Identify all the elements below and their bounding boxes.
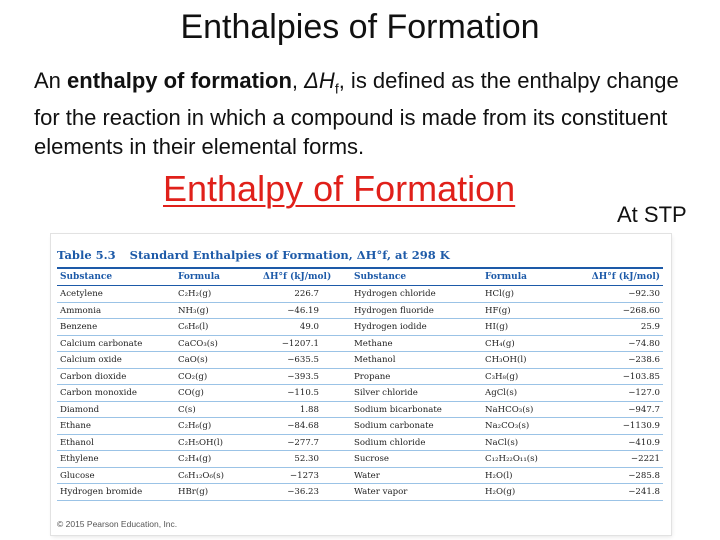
cell-substance-left: Acetylene <box>60 289 103 299</box>
cell-formula-right: Na₂CO₃(s) <box>485 421 530 431</box>
cell-formula-left: CO₂(g) <box>178 371 208 382</box>
cell-substance-right: Water vapor <box>354 487 408 497</box>
cell-substance-right: Sodium carbonate <box>354 421 434 431</box>
table-row <box>57 319 663 336</box>
intro-symbol-subscript: f <box>334 80 339 97</box>
cell-formula-right: NaCl(s) <box>485 437 519 448</box>
cell-substance-left: Ammonia <box>60 305 102 316</box>
intro-paragraph <box>34 66 704 161</box>
cell-formula-right: HI(g) <box>485 322 509 332</box>
cell-substance-left: Calcium carbonate <box>60 338 143 349</box>
table-row <box>57 435 663 452</box>
cell-substance-right: Sodium chloride <box>354 437 426 448</box>
table-row <box>57 451 663 468</box>
cell-substance-left: Ethylene <box>60 454 99 464</box>
header-substance-left: Substance <box>60 272 113 282</box>
cell-substance-right: Propane <box>354 371 391 382</box>
cell-formula-right: CH₃OH(l) <box>485 355 527 365</box>
table-header-row <box>57 270 663 284</box>
cell-formula-left: C₂H₆(g) <box>178 421 212 431</box>
cell-substance-right: Silver chloride <box>354 388 418 398</box>
cell-enthalpy-right: −947.7 <box>628 404 660 415</box>
cell-formula-left: NH₃(g) <box>178 305 209 316</box>
cell-substance-left: Diamond <box>60 404 100 415</box>
intro-prefix: An <box>34 68 68 93</box>
cell-substance-right: Methanol <box>354 355 396 365</box>
header-substance-right: Substance <box>354 272 407 282</box>
cell-formula-right: HF(g) <box>485 305 511 316</box>
table-row <box>57 303 663 320</box>
table-number: Table 5.3 <box>57 248 116 262</box>
cell-enthalpy-left: −277.7 <box>287 437 319 448</box>
cell-substance-right: Hydrogen fluoride <box>354 305 434 316</box>
cell-formula-left: CaCO₃(s) <box>178 338 218 349</box>
table-row <box>57 402 663 419</box>
cell-substance-left: Ethanol <box>60 437 94 448</box>
table-row <box>57 369 663 386</box>
cell-enthalpy-right: −103.85 <box>622 371 660 382</box>
cell-enthalpy-left: −635.5 <box>287 355 319 365</box>
stp-label: At STP <box>617 202 687 227</box>
table-row <box>57 468 663 485</box>
cell-enthalpy-right: −74.80 <box>628 338 660 349</box>
cell-enthalpy-left: −393.5 <box>287 371 319 382</box>
cell-enthalpy-right: −410.9 <box>628 437 660 448</box>
table-body <box>57 286 663 501</box>
cell-formula-right: AgCl(s) <box>485 388 518 398</box>
section-heading: Enthalpy of Formation <box>163 168 516 209</box>
intro-term: enthalpy of formation <box>67 68 292 93</box>
table-row <box>57 484 663 501</box>
cell-substance-left: Carbon monoxide <box>60 388 137 398</box>
cell-enthalpy-left: 52.30 <box>294 454 319 464</box>
cell-formula-right: NaHCO₃(s) <box>485 404 534 415</box>
cell-formula-right: HCl(g) <box>485 289 515 299</box>
cell-substance-left: Calcium oxide <box>60 355 122 365</box>
table-row <box>57 385 663 402</box>
header-enthalpy-right: ΔH°f (kJ/mol) <box>591 272 660 282</box>
cell-substance-right: Sucrose <box>354 454 390 464</box>
cell-formula-left: C₂H₂(g) <box>178 289 212 299</box>
cell-enthalpy-right: 25.9 <box>640 322 660 332</box>
cell-formula-left: C₂H₅OH(l) <box>178 437 223 448</box>
enthalpy-table-image <box>51 234 671 535</box>
table-caption <box>57 248 657 262</box>
cell-substance-left: Ethane <box>60 421 92 431</box>
cell-enthalpy-right: −1130.9 <box>622 421 660 431</box>
cell-enthalpy-right: −127.0 <box>628 388 660 398</box>
cell-formula-right: H₂O(g) <box>485 487 516 497</box>
cell-substance-right: Methane <box>354 338 393 349</box>
copyright-notice: © 2015 Pearson Education, Inc. <box>57 519 178 529</box>
table-row <box>57 418 663 435</box>
cell-formula-left: C(s) <box>178 404 196 415</box>
slide-title: Enthalpies of Formation <box>180 8 540 46</box>
cell-enthalpy-left: 1.88 <box>299 404 319 415</box>
cell-formula-right: H₂O(l) <box>485 470 513 481</box>
cell-formula-right: CH₄(g) <box>485 338 515 349</box>
cell-enthalpy-right: −268.60 <box>622 305 660 316</box>
cell-enthalpy-right: −92.30 <box>628 289 660 299</box>
cell-substance-left: Carbon dioxide <box>60 371 127 382</box>
cell-enthalpy-right: −2221 <box>630 454 660 464</box>
cell-enthalpy-left: −46.19 <box>287 305 319 316</box>
cell-formula-left: HBr(g) <box>178 487 209 497</box>
cell-enthalpy-right: −241.8 <box>628 487 660 497</box>
intro-symbol: ΔH <box>304 68 335 93</box>
cell-enthalpy-left: 226.7 <box>294 289 319 299</box>
cell-enthalpy-left: −1273 <box>289 470 319 481</box>
cell-substance-right: Hydrogen iodide <box>354 322 427 332</box>
cell-enthalpy-right: −285.8 <box>628 470 660 481</box>
table-row <box>57 336 663 353</box>
cell-enthalpy-left: −110.5 <box>287 388 319 398</box>
header-formula-left: Formula <box>178 272 220 282</box>
header-enthalpy-left: ΔH°f (kJ/mol) <box>263 272 332 282</box>
cell-enthalpy-left: −1207.1 <box>281 338 319 349</box>
cell-enthalpy-left: −36.23 <box>287 487 319 497</box>
table-row <box>57 286 663 303</box>
intro-comma: , <box>291 68 305 93</box>
table-caption-text: Standard Enthalpies of Formation, ΔH°f, at 298 K <box>129 248 450 262</box>
cell-formula-left: C₆H₁₂O₆(s) <box>178 470 225 481</box>
cell-substance-left: Benzene <box>60 322 98 332</box>
cell-enthalpy-left: 49.0 <box>299 322 319 332</box>
cell-formula-left: C₂H₄(g) <box>178 454 212 464</box>
caption-rule <box>57 267 663 269</box>
cell-substance-left: Hydrogen bromide <box>60 487 143 497</box>
cell-substance-right: Hydrogen chloride <box>354 289 436 299</box>
cell-enthalpy-left: −84.68 <box>287 421 319 431</box>
cell-formula-right: C₁₂H₂₂O₁₁(s) <box>485 454 538 464</box>
cell-formula-left: C₆H₆(l) <box>178 322 209 332</box>
cell-substance-right: Sodium bicarbonate <box>354 404 442 415</box>
cell-substance-right: Water <box>354 470 380 481</box>
cell-formula-right: C₃H₈(g) <box>485 371 519 382</box>
table-row <box>57 352 663 369</box>
cell-enthalpy-right: −238.6 <box>628 355 660 365</box>
cell-formula-left: CaO(s) <box>178 355 208 365</box>
cell-formula-left: CO(g) <box>178 388 204 398</box>
header-formula-right: Formula <box>485 272 527 282</box>
intro-definition: , is defined as the enthalpy change for the reaction in which a compound is made from its constituent elements in their elemental forms. <box>34 68 679 160</box>
cell-substance-left: Glucose <box>60 470 95 481</box>
